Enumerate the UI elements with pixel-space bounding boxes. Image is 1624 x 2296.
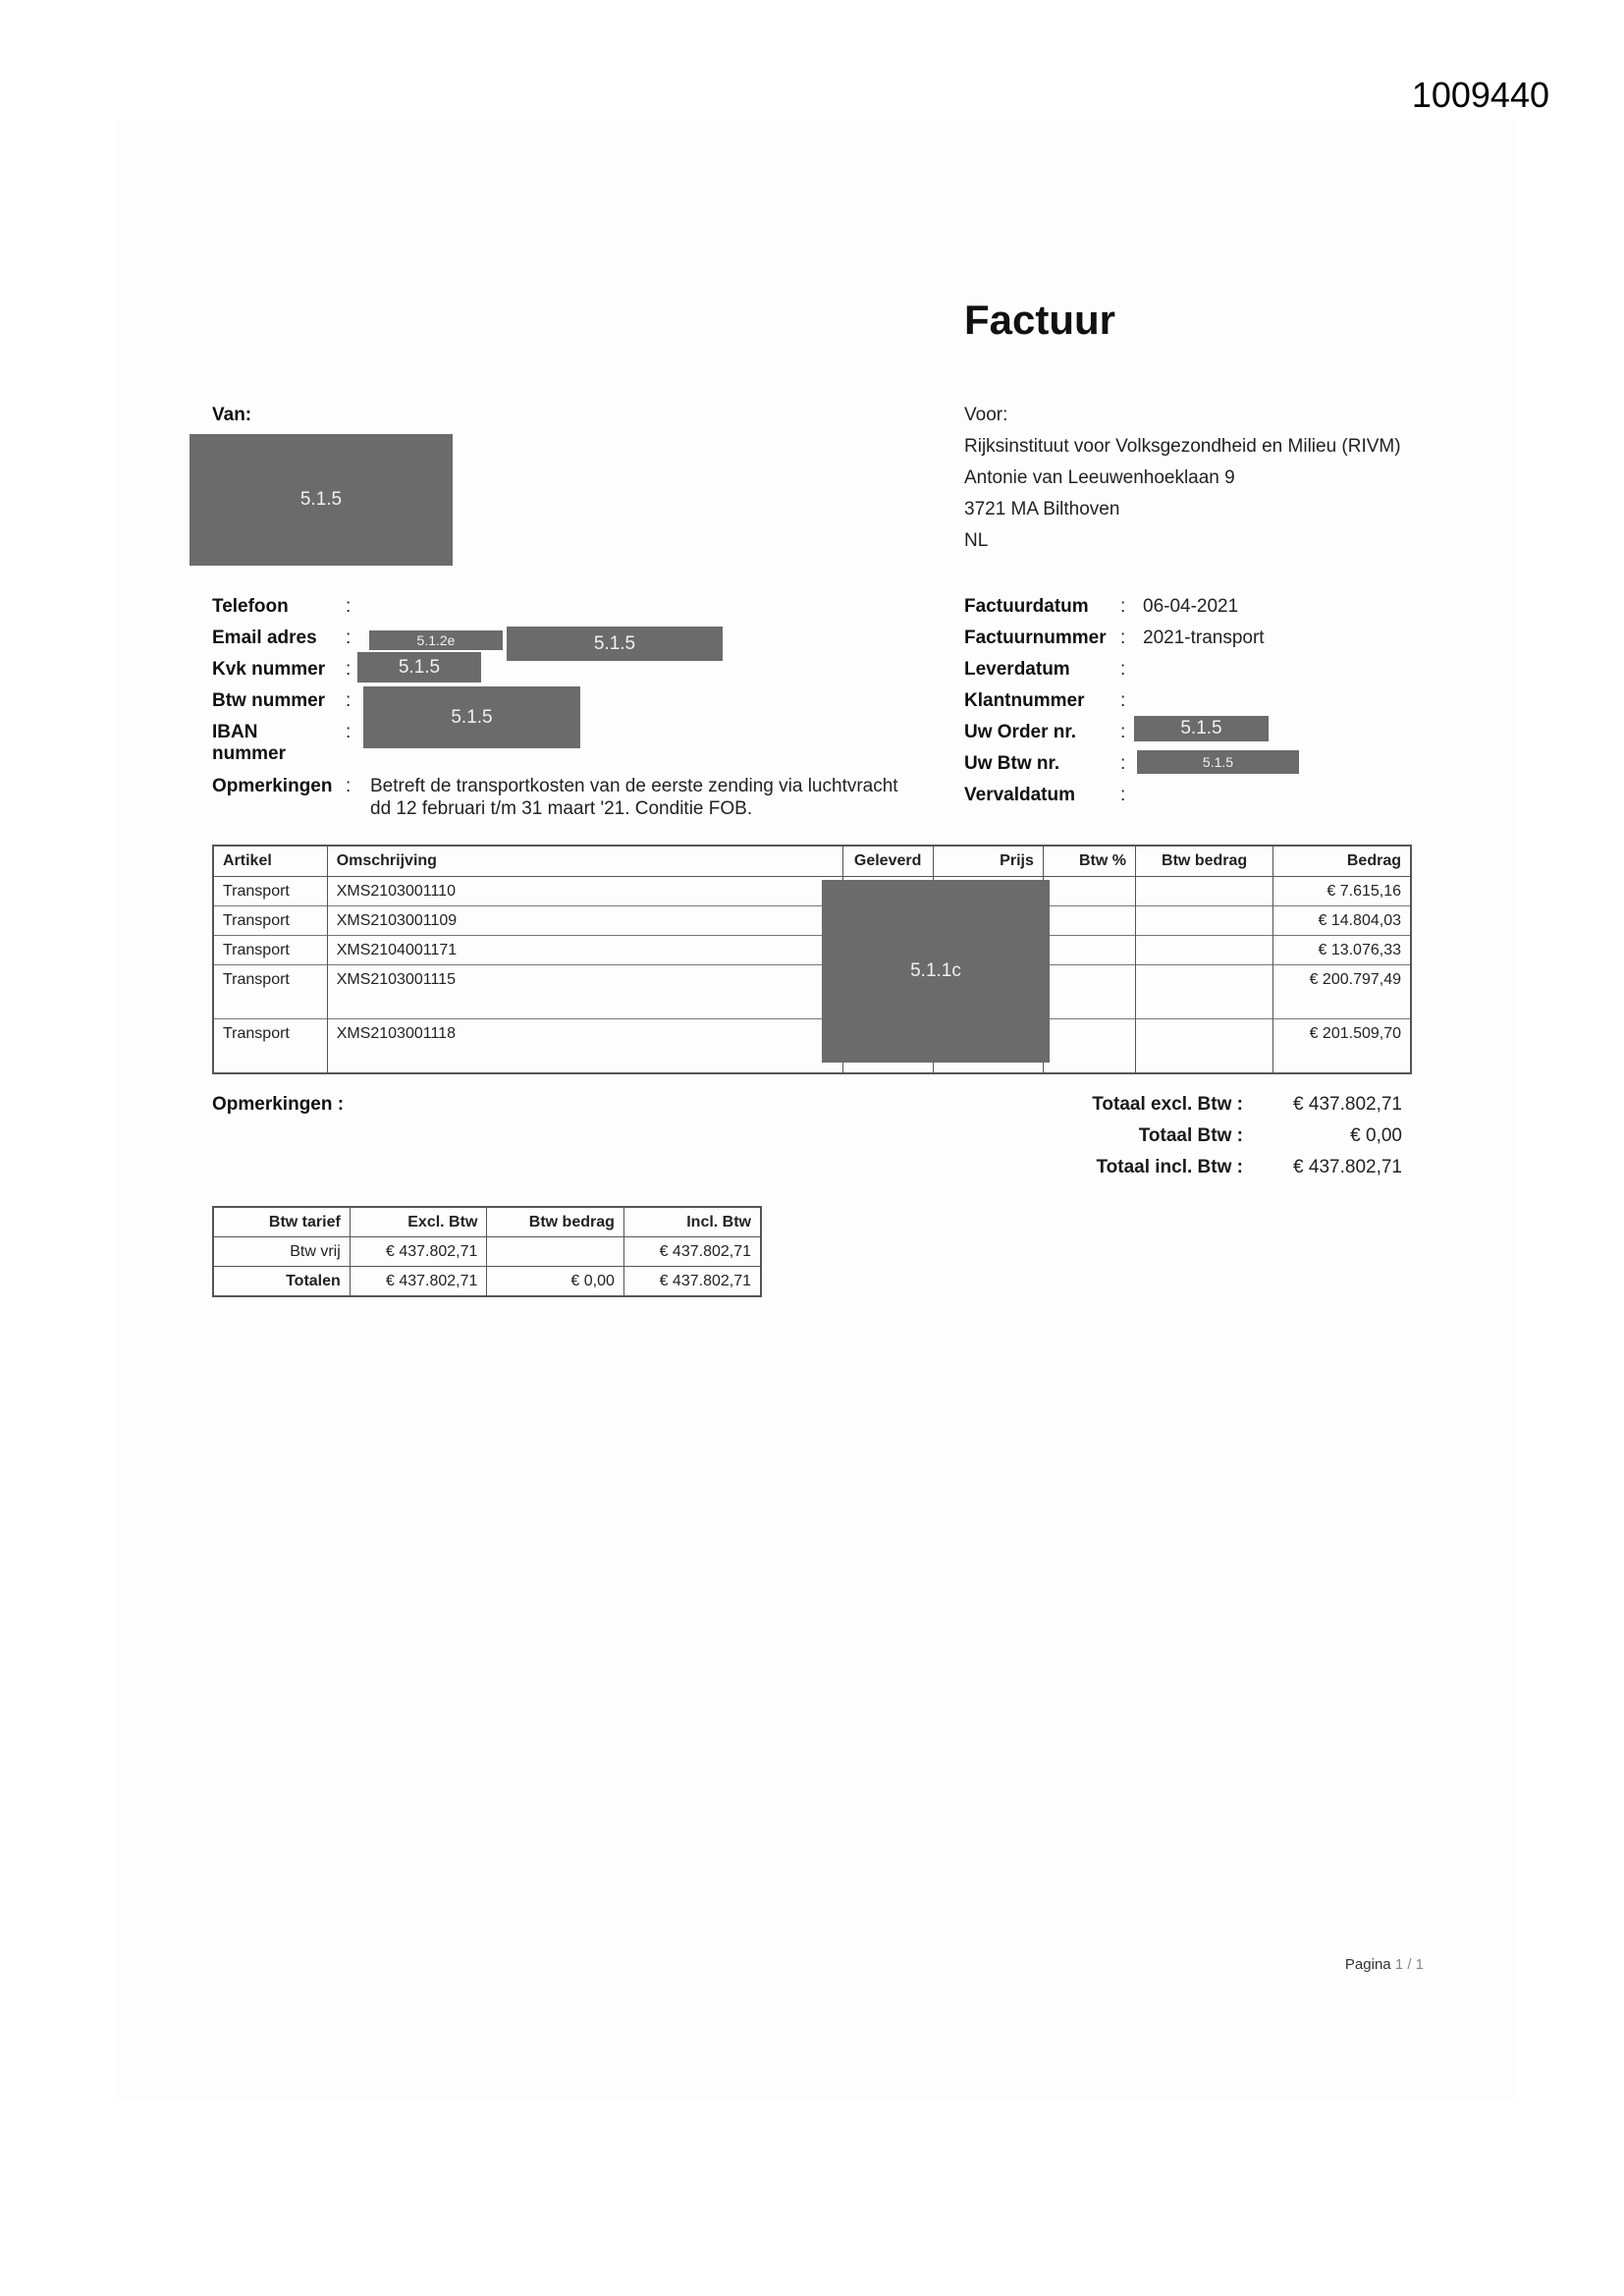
vat-header-row	[213, 1207, 761, 1237]
vat-cell-incl: € 437.802,71	[623, 1237, 761, 1267]
remarks-line1: Betreft de transportkosten van de eerste zending via luchtvracht	[370, 776, 898, 796]
cell-bedrag: € 13.076,33	[1273, 936, 1411, 965]
total-btw-value: € 0,00	[1350, 1125, 1402, 1146]
due-date-label: Vervaldatum	[964, 785, 1075, 805]
email-redaction-small: 5.1.2e	[369, 630, 503, 650]
cell-artikel: Transport	[213, 877, 327, 906]
cell-bedrag: € 200.797,49	[1273, 965, 1411, 1019]
vat-cell-excl: € 437.802,71	[350, 1267, 487, 1297]
invoice-number-colon: :	[1120, 628, 1126, 648]
vat-cell-excl: € 437.802,71	[350, 1237, 487, 1267]
cell-omschrijving: XMS2103001110	[327, 877, 842, 906]
total-incl-label: Totaal incl. Btw :	[1096, 1157, 1243, 1177]
price-columns-redaction: 5.1.1c	[822, 880, 1050, 1063]
table-row	[213, 906, 1411, 936]
table-row	[213, 1237, 761, 1267]
client-vat-label: Uw Btw nr.	[964, 753, 1060, 774]
to-label: Voor:	[964, 405, 1008, 425]
col-header-artikel: Artikel	[213, 846, 327, 877]
order-number-redaction: 5.1.5	[1134, 716, 1269, 741]
order-number-colon: :	[1120, 722, 1126, 742]
invoice-title: Factuur	[964, 297, 1116, 343]
btw-label: Btw nummer	[212, 690, 326, 711]
cell-artikel: Transport	[213, 906, 327, 936]
remarks-label: Opmerkingen	[212, 776, 333, 796]
vat-col-header-tarief: Btw tarief	[213, 1207, 350, 1237]
page-label: Pagina	[1344, 1956, 1391, 1973]
to-street: Antonie van Leeuwenhoeklaan 9	[964, 467, 1235, 488]
invoice-number-value: 2021-transport	[1143, 628, 1265, 648]
invoice-date-value: 06-04-2021	[1143, 596, 1239, 617]
to-name: Rijksinstituut voor Volksgezondheid en Milieu (RIVM)	[964, 436, 1401, 457]
btw-iban-redaction: 5.1.5	[363, 686, 580, 748]
phone-colon: :	[346, 596, 352, 617]
vat-col-header-incl: Incl. Btw	[623, 1207, 761, 1237]
kvk-redaction: 5.1.5	[357, 652, 481, 683]
table-row	[213, 1267, 761, 1297]
iban-label: IBAN	[212, 722, 258, 742]
total-excl-label: Totaal excl. Btw :	[1092, 1094, 1243, 1115]
kvk-colon: :	[346, 659, 352, 680]
col-header-btw-pct: Btw %	[1043, 846, 1135, 877]
total-excl-value: € 437.802,71	[1293, 1094, 1402, 1115]
client-vat-colon: :	[1120, 753, 1126, 774]
phone-label: Telefoon	[212, 596, 289, 617]
remarks-colon: :	[346, 776, 352, 796]
col-header-omschrijving: Omschrijving	[327, 846, 842, 877]
order-number-label: Uw Order nr.	[964, 722, 1077, 742]
cell-bedrag: € 14.804,03	[1273, 906, 1411, 936]
email-colon: :	[346, 628, 352, 648]
vat-cell-incl: € 437.802,71	[623, 1267, 761, 1297]
table-row	[213, 877, 1411, 906]
table-row	[213, 1019, 1411, 1074]
col-header-bedrag: Bedrag	[1273, 846, 1411, 877]
client-number-label: Klantnummer	[964, 690, 1085, 711]
table-header-row	[213, 846, 1411, 877]
page-indicator	[1345, 1956, 1424, 1973]
iban-colon: :	[346, 722, 352, 742]
document-number: 1009440	[1411, 75, 1549, 115]
cell-artikel: Transport	[213, 965, 327, 1019]
page-number: 1 / 1	[1394, 1956, 1424, 1973]
cell-bedrag: € 7.615,16	[1273, 877, 1411, 906]
total-btw-label: Totaal Btw :	[1138, 1125, 1243, 1146]
table-row	[213, 965, 1411, 1019]
email-redaction: 5.1.5	[507, 627, 723, 661]
from-label: Van:	[212, 405, 252, 425]
cell-omschrijving: XMS2103001118	[327, 1019, 842, 1074]
iban-label-line2: nummer	[212, 743, 286, 764]
client-vat-redaction: 5.1.5	[1137, 750, 1299, 774]
due-date-colon: :	[1120, 785, 1126, 805]
btw-colon: :	[346, 690, 352, 711]
vat-cell-bedrag: € 0,00	[487, 1267, 624, 1297]
to-city: 3721 MA Bilthoven	[964, 499, 1120, 519]
invoice-date-colon: :	[1120, 596, 1126, 617]
cell-omschrijving: XMS2104001171	[327, 936, 842, 965]
invoice-date-label: Factuurdatum	[964, 596, 1089, 617]
col-header-prijs: Prijs	[933, 846, 1043, 877]
cell-omschrijving: XMS2103001109	[327, 906, 842, 936]
vat-col-header-bedrag: Btw bedrag	[487, 1207, 624, 1237]
client-number-colon: :	[1120, 690, 1126, 711]
vat-cell-tarief: Btw vrij	[213, 1237, 350, 1267]
vat-summary-table	[212, 1206, 762, 1297]
kvk-label: Kvk nummer	[212, 659, 326, 680]
remarks-line2: dd 12 februari t/m 31 maart '21. Conditie FOB.	[370, 798, 753, 819]
cell-artikel: Transport	[213, 1019, 327, 1074]
to-country: NL	[964, 530, 989, 551]
col-header-btw-bedrag: Btw bedrag	[1136, 846, 1273, 877]
table-row	[213, 936, 1411, 965]
invoice-number-label: Factuurnummer	[964, 628, 1107, 648]
total-incl-value: € 437.802,71	[1293, 1157, 1402, 1177]
vat-col-header-excl: Excl. Btw	[350, 1207, 487, 1237]
cell-artikel: Transport	[213, 936, 327, 965]
cell-omschrijving: XMS2103001115	[327, 965, 842, 1019]
col-header-geleverd: Geleverd	[842, 846, 933, 877]
line-items-table	[212, 845, 1412, 1074]
delivery-date-colon: :	[1120, 659, 1126, 680]
vat-cell-bedrag	[487, 1237, 624, 1267]
delivery-date-label: Leverdatum	[964, 659, 1070, 680]
summary-remarks-label: Opmerkingen :	[212, 1094, 345, 1115]
cell-bedrag: € 201.509,70	[1273, 1019, 1411, 1074]
vat-cell-tarief: Totalen	[213, 1267, 350, 1297]
from-redaction: 5.1.5	[189, 434, 453, 566]
email-label: Email adres	[212, 628, 317, 648]
